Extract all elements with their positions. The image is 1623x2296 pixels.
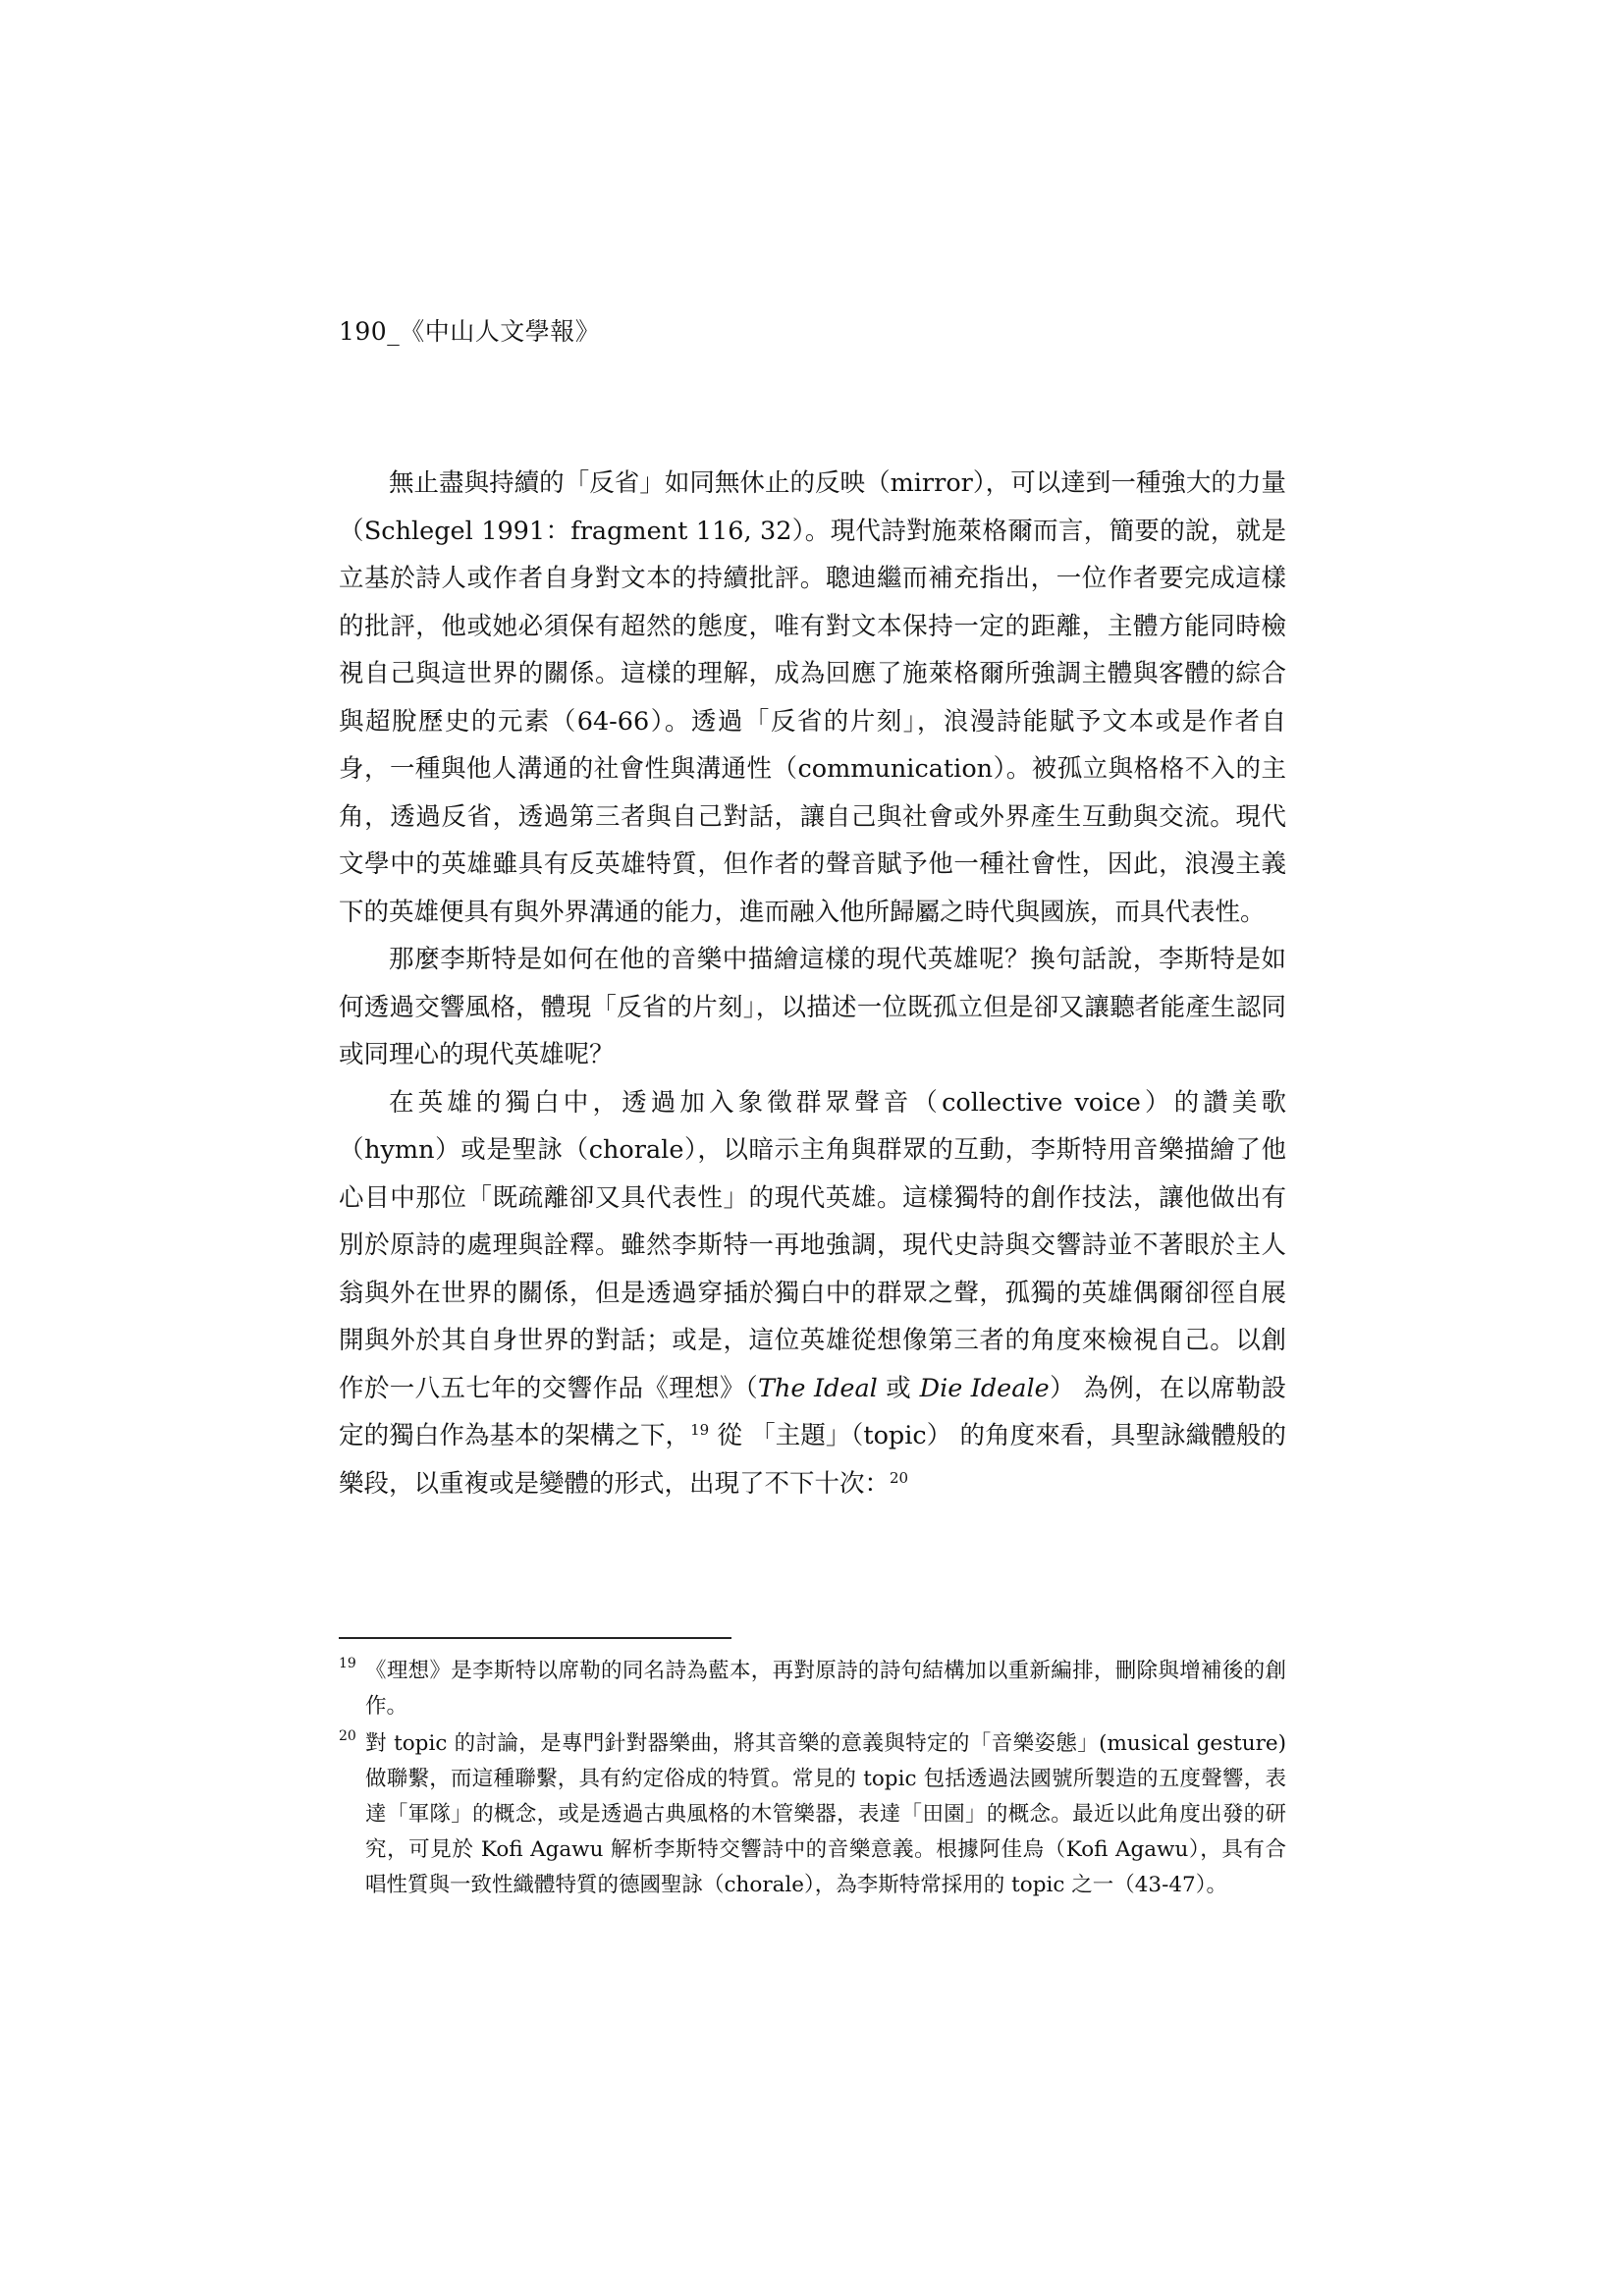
work-title-english: The Ideal <box>757 1373 878 1403</box>
running-head: 190_《中山人文學報》 <box>339 317 601 346</box>
paragraph-3 <box>339 1079 1286 1508</box>
paragraph-3-text-b: ） 為例，在以席勒設定的獨白作為基本的架構之下， <box>339 1373 1286 1450</box>
footnote-19 <box>339 1654 1286 1724</box>
footnotes <box>339 1654 1286 1905</box>
footnote-text: 對 topic 的討論，是專門針對器樂曲，將其音樂的意義與特定的「音樂姿態」(musical gesture) 做聯繫，而這種聯繫，具有約定俗成的特質。常見的 topic 包括透過法國號所製造的五度聲響，表達「軍隊」的概念，或是透過古典風格的木管樂器，表達「田園」的概念。最近以此角度出發的研究，可見於 Kofi Agawu 解析李斯特交響詩中的音樂意義。根據阿佳烏（Kofi Agawu），具有合唱性質與一致性織體特質的德國聖詠（chorale），為李斯特常採用的 topic 之一（43-47）。 <box>365 1731 1286 1897</box>
footnote-text: 《理想》是李斯特以席勒的同名詩為藍本，再對原詩的詩句結構加以重新編排，刪除與增補後的創作。 <box>365 1659 1286 1719</box>
footnote-ref-19[interactable]: 19 <box>690 1421 710 1439</box>
footnote-number: 19 <box>339 1656 356 1671</box>
footnote-separator <box>339 1637 731 1639</box>
paragraph-3-conjunction: 或 <box>877 1373 920 1403</box>
main-text <box>339 460 1286 1507</box>
footnote-ref-20[interactable]: 20 <box>890 1468 909 1487</box>
footnote-20 <box>339 1726 1286 1903</box>
paragraph-1: 無止盡與持續的「反省」如同無休止的反映（mirror），可以達到一種強大的力量（Schlegel 1991：fragment 116, 32）。現代詩對施萊格爾而言，簡要的說，就是立基於詩人或作者自身對文本的持續批評。聰迪繼而補充指出，一位作者要完成這樣的批評，他或她必須保有超然的態度，唯有對文本保持一定的距離，主體方能同時檢視自己與這世界的關係。這樣的理解，成為回應了施萊格爾所強調主體與客體的綜合與超脫歷史的元素（64-66）。透過「反省的片刻」，浪漫詩能賦予文本或是作者自身，一種與他人溝通的社會性與溝通性（communication）。被孤立與格格不入的主角，透過反省，透過第三者與自己對話，讓自己與社會或外界產生互動與交流。現代文學中的英雄雖具有反英雄特質，但作者的聲音賦予他一種社會性，因此，浪漫主義下的英雄便具有與外界溝通的能力，進而融入他所歸屬之時代與國族，而具代表性。 <box>339 468 1286 927</box>
paragraph-2: 那麼李斯特是如何在他的音樂中描繪這樣的現代英雄呢？換句話說，李斯特是如何透過交響風格，體現「反省的片刻」，以描述一位既孤立但是卻又讓聽者能產生認同或同理心的現代英雄呢？ <box>339 945 1286 1069</box>
work-title-german: Die Ideale <box>919 1373 1050 1403</box>
footnote-number: 20 <box>339 1728 356 1744</box>
paragraph-3-text-c: 從 「主題」（topic） 的角度來看，具聖詠織體般的樂段，以重複或是變體的形式，出現了不下十次： <box>339 1421 1286 1499</box>
paragraph-3-text-a: 在英雄的獨白中，透過加入象徵群眾聲音（collective voice）的讚美歌（hymn）或是聖詠（chorale），以暗示主角與群眾的互動，李斯特用音樂描繪了他心目中那位「既疏離卻又具代表性」的現代英雄。這樣獨特的創作技法，讓他做出有別於原詩的處理與詮釋。雖然李斯特一再地強調，現代史詩與交響詩並不著眼於主人翁與外在世界的關係，但是透過穿插於獨白中的群眾之聲，孤獨的英雄偶爾卻徑自展開與外於其自身世界的對話；或是，這位英雄從想像第三者的角度來檢視自己。以創作於一八五七年的交響作品《理想》（ <box>339 1087 1286 1403</box>
